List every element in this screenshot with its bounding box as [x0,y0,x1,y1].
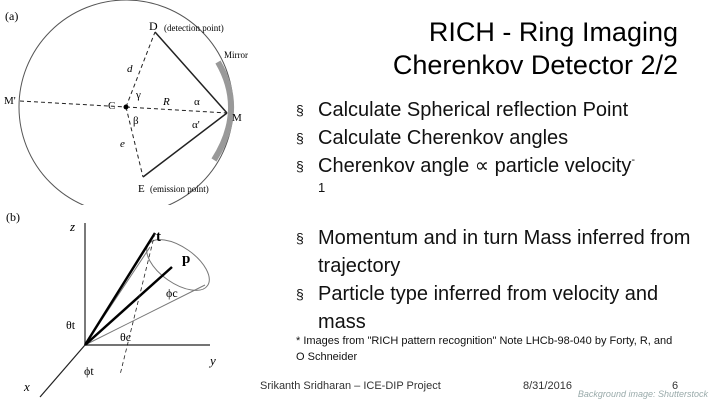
footer-date: 8/31/2016 [523,380,572,392]
svg-text:(detection point): (detection point) [164,23,224,33]
point-C [124,105,129,110]
bullet-marker: § [296,102,304,118]
svg-text:E: E [138,183,145,195]
svg-text:C: C [108,100,116,112]
cherenkov-angle-diagram [0,205,262,405]
footer-page-number: 6 [672,380,679,392]
bullet-marker: § [296,158,304,174]
axis-x [40,345,85,397]
svg-text:θc: θc [120,330,132,344]
svg-text:γ: γ [136,89,141,101]
background-credit: Background image: Shutterstock [577,389,708,399]
svg-text:θt: θt [66,318,76,332]
exponent-continuation: 1 [318,180,326,195]
svg-text:z: z [70,219,76,234]
bullet-item: § Calculate Cherenkov angles [296,124,696,152]
bullet-marker: § [296,286,304,302]
bullet-marker: § [296,230,304,246]
bullet-item: § Particle type inferred from velocity and mass [296,280,696,336]
vector-t [85,233,155,345]
bullet-marker: § [296,130,304,146]
spherical-mirror-diagram [0,0,262,205]
svg-text:y: y [210,353,216,368]
svg-text:(emission point): (emission point) [150,184,209,194]
svg-text:x: x [24,379,30,394]
svg-text:d: d [127,63,133,75]
superscript-minus: - [631,154,636,166]
footer-author: Srikanth Sridharan – ICE-DIP Project [260,380,441,392]
svg-text:ϕc: ϕc [166,286,178,300]
bullet-list [296,96,696,336]
svg-text:e: e [120,138,125,150]
svg-text:Mirror: Mirror [224,50,248,60]
svg-text:R: R [163,96,170,108]
svg-text:β: β [133,115,139,127]
projection-line [120,233,155,375]
svg-text:M': M' [4,95,16,107]
panel-a-label: (a) [5,9,19,23]
svg-text:α: α [194,96,200,108]
image-credit-footnote: * Images from "RICH pattern recognition" Note LHCb-98-040 by Forty, R, and O Schneider [296,335,673,363]
slide-title: RICH - Ring Imaging Cherenkov Detector 2/2 [392,17,678,80]
svg-text:M: M [232,112,242,124]
bullet-item: § Cherenkov angle ∝ particle velocity- [296,152,696,180]
svg-text:t: t [156,229,161,245]
svg-text:D: D [149,19,158,33]
line-C-M [126,107,227,113]
svg-text:ϕt: ϕt [84,364,94,378]
svg-text:α': α' [192,119,200,131]
panel-b-label: (b) [6,210,20,224]
bullet-item: § Calculate Spherical reflection Point [296,96,696,124]
bullet-item: § Momentum and in turn Mass inferred from trajectory [296,224,696,280]
svg-text:p: p [182,251,191,267]
